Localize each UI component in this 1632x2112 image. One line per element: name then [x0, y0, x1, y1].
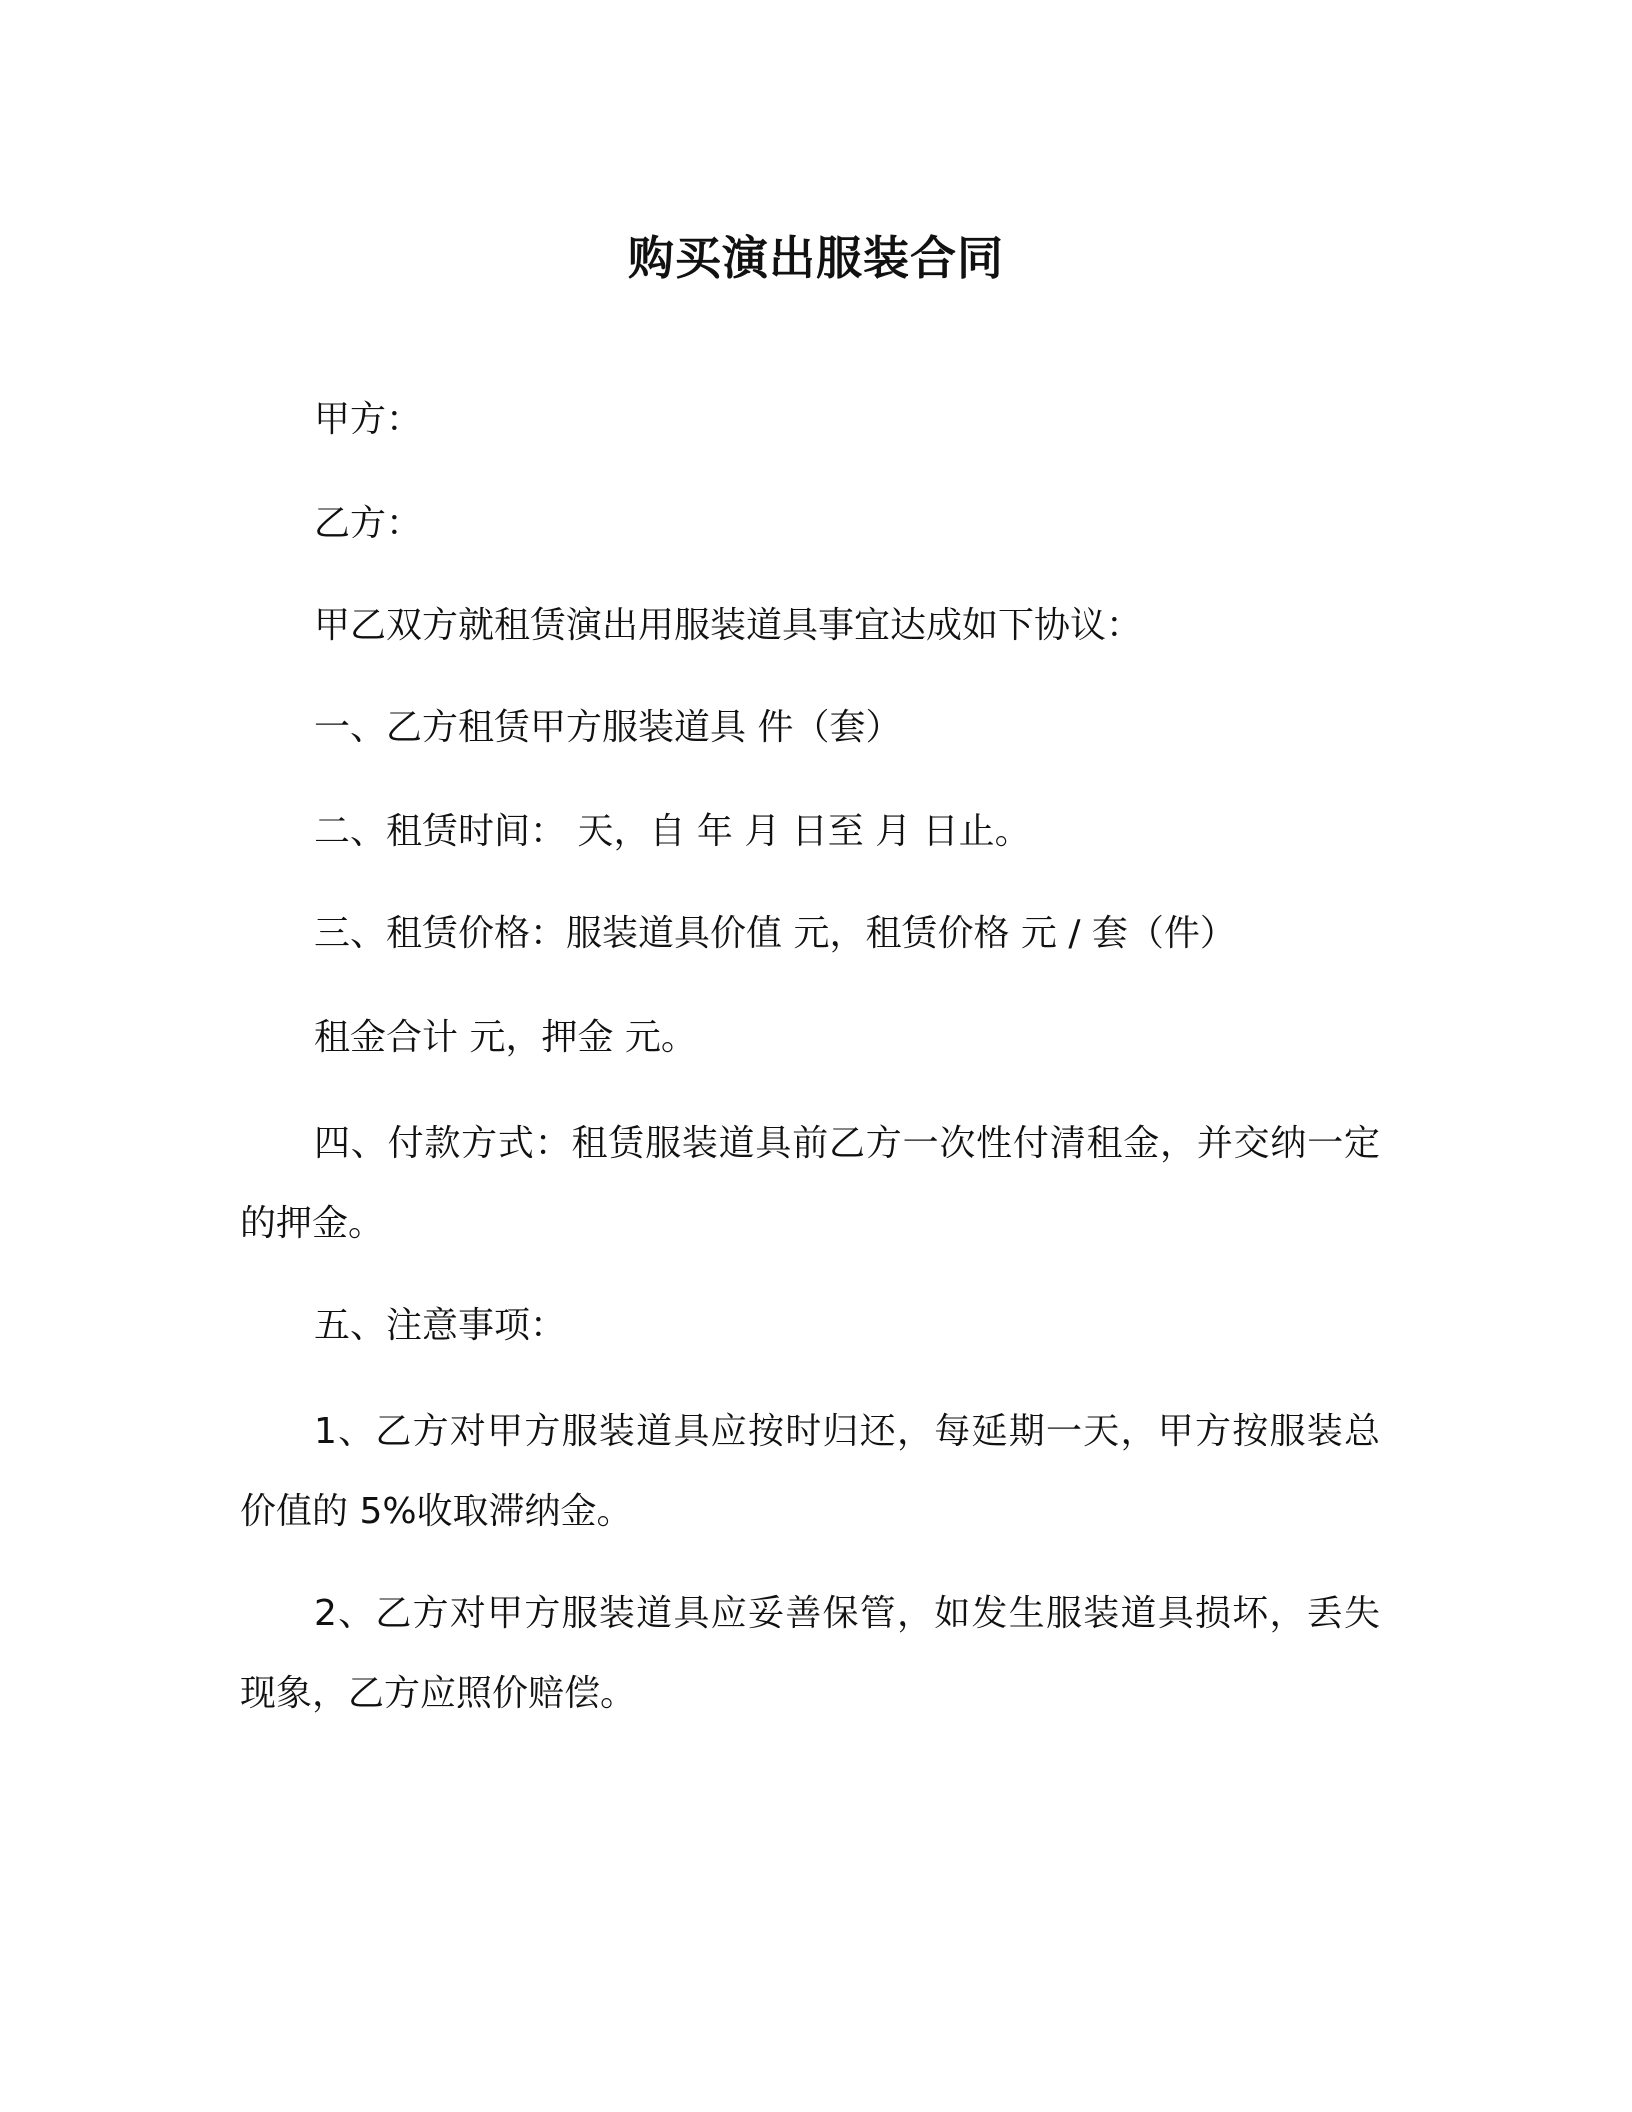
clause-2: 二、租赁时间： 天，自 年 月 日至 月 日止。	[314, 811, 1031, 852]
intro-paragraph: 甲乙双方就租赁演出用服装道具事宜达成如下协议：	[314, 605, 1143, 646]
clause-3-continuation: 租金合计 元，押金 元。	[314, 1017, 697, 1058]
party-a-line: 甲方：	[314, 399, 423, 440]
clause-1: 一、乙方租赁甲方服装道具 件（套）	[314, 707, 902, 748]
party-b-line: 乙方：	[314, 503, 423, 544]
clause-5-heading: 五、注意事项：	[314, 1305, 567, 1346]
clause-5-item-2: 2、乙方对甲方服装道具应妥善保管，如发生服装道具损坏，丢失现象，乙方应照价赔偿。	[240, 1593, 1380, 1714]
clause-3: 三、租赁价格：服装道具价值 元，租赁价格 元 / 套（件）	[314, 913, 1236, 954]
clause-4: 四、付款方式：租赁服装道具前乙方一次性付清租金，并交纳一定的押金。	[240, 1123, 1380, 1244]
document-title: 购买演出服装合同	[628, 231, 1004, 285]
clause-5-item-1: 1、乙方对甲方服装道具应按时归还，每延期一天，甲方按服装总价值的 5%收取滞纳金。	[240, 1411, 1380, 1532]
